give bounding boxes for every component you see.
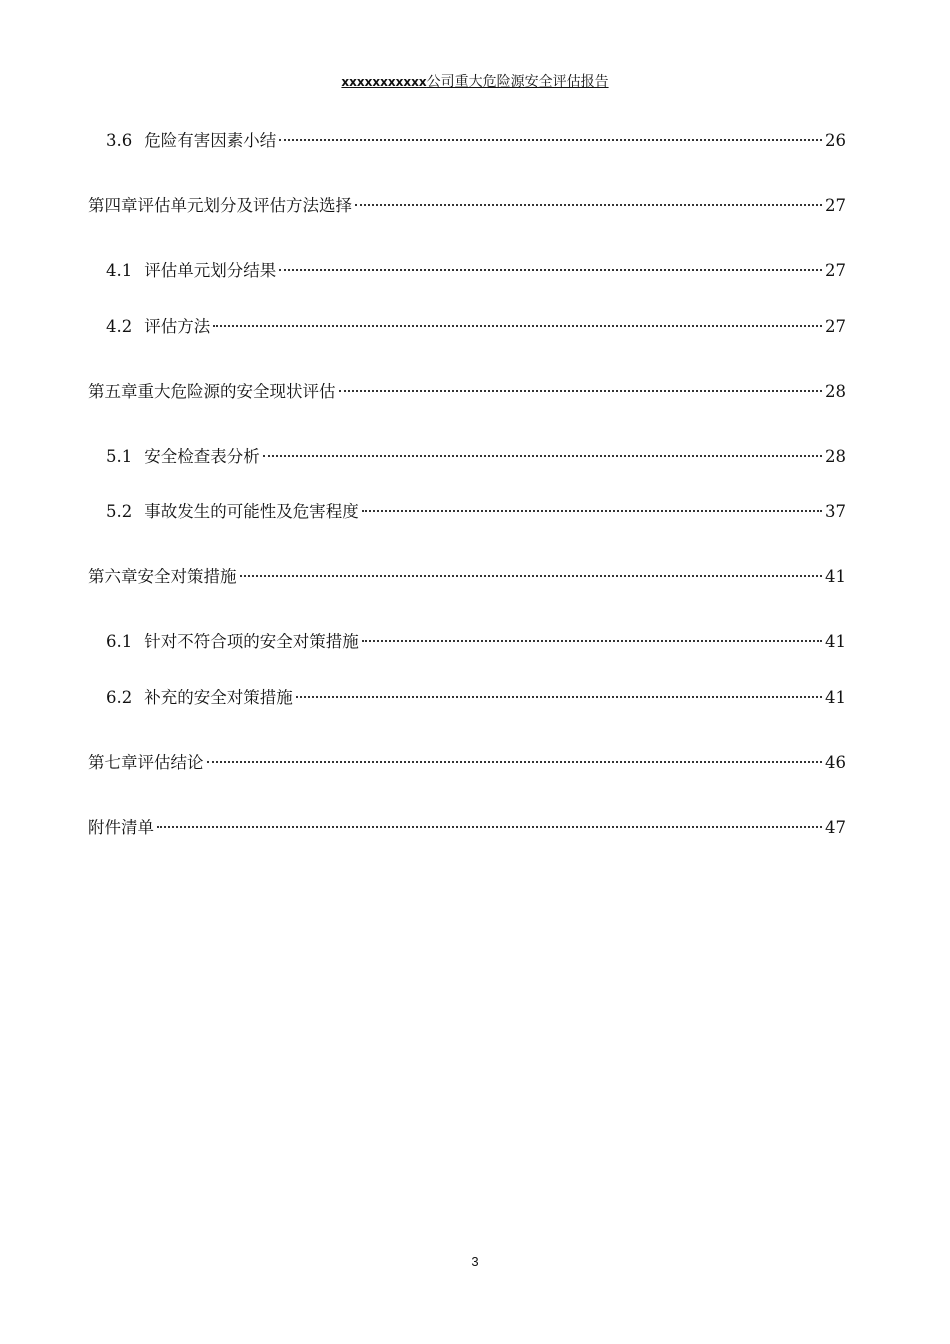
toc-entry-title: 评估单元划分结果 (144, 261, 277, 280)
toc-entry[interactable] (88, 751, 846, 775)
toc-dot-leader (362, 510, 822, 512)
toc-entry-page: 37 (825, 502, 846, 521)
toc-entry[interactable] (106, 315, 846, 339)
page-number: 3 (471, 1254, 479, 1269)
toc-entry-number: 3.6 (106, 131, 133, 150)
header-title: 公司重大危险源安全评估报告 (426, 74, 609, 90)
toc-entry[interactable] (88, 565, 846, 589)
toc-entry[interactable] (106, 259, 846, 283)
toc-dot-leader (296, 696, 822, 698)
toc-entry[interactable] (106, 630, 846, 654)
toc-entry[interactable] (88, 816, 846, 840)
toc-entry[interactable] (88, 194, 846, 218)
toc-dot-leader (362, 640, 822, 642)
toc-entry-page: 46 (825, 753, 846, 772)
toc-entry-page: 26 (825, 131, 846, 150)
toc-entry-page: 41 (825, 567, 846, 586)
toc-entry-number: 6.2 (106, 688, 133, 707)
toc-entry-number: 4.1 (106, 261, 133, 280)
toc-entry[interactable] (106, 686, 846, 710)
toc-dot-leader (263, 455, 822, 457)
toc-entry-title: 安全检查表分析 (144, 447, 260, 466)
toc-entry-title: 危险有害因素小结 (144, 131, 277, 150)
toc-entry-title: 附件清单 (88, 818, 154, 837)
toc-dot-leader (279, 139, 822, 141)
toc-entry[interactable] (106, 129, 846, 153)
toc-entry-page: 27 (825, 196, 846, 215)
toc-dot-leader (279, 269, 822, 271)
toc-entry-page: 27 (825, 317, 846, 336)
toc-dot-leader (240, 575, 823, 577)
toc-entry-number: 5.2 (106, 502, 133, 521)
toc-entry-number: 5.1 (106, 447, 133, 466)
toc-entry-page: 28 (825, 382, 846, 401)
toc-entry-page: 47 (825, 818, 846, 837)
toc-entry-title: 第七章评估结论 (88, 753, 204, 772)
toc-entry-page: 41 (825, 688, 846, 707)
toc-dot-leader (213, 325, 822, 327)
toc-entry[interactable] (106, 500, 846, 524)
toc-dot-leader (207, 761, 823, 763)
toc-entry-number: 4.2 (106, 317, 133, 336)
toc-entry-page: 41 (825, 632, 846, 651)
toc-dot-leader (339, 390, 823, 392)
page-header (0, 73, 950, 91)
toc-entry-number: 6.1 (106, 632, 133, 651)
toc-entry-page: 27 (825, 261, 846, 280)
toc-entry-title: 第四章评估单元划分及评估方法选择 (88, 196, 352, 215)
toc-entry[interactable] (88, 380, 846, 404)
toc-entry-title: 针对不符合项的安全对策措施 (144, 632, 359, 651)
header-code: xxxxxxxxxxx (341, 75, 427, 89)
toc-entry-page: 28 (825, 447, 846, 466)
toc-entry-title: 补充的安全对策措施 (144, 688, 293, 707)
toc-dot-leader (157, 826, 822, 828)
toc-dot-leader (355, 204, 822, 206)
toc-entry-title: 评估方法 (144, 317, 211, 336)
toc-entry-title: 第五章重大危险源的安全现状评估 (88, 382, 336, 401)
toc-entry-title: 事故发生的可能性及危害程度 (144, 502, 359, 521)
toc-entry[interactable] (106, 445, 846, 469)
toc-entry-title: 第六章安全对策措施 (88, 567, 237, 586)
